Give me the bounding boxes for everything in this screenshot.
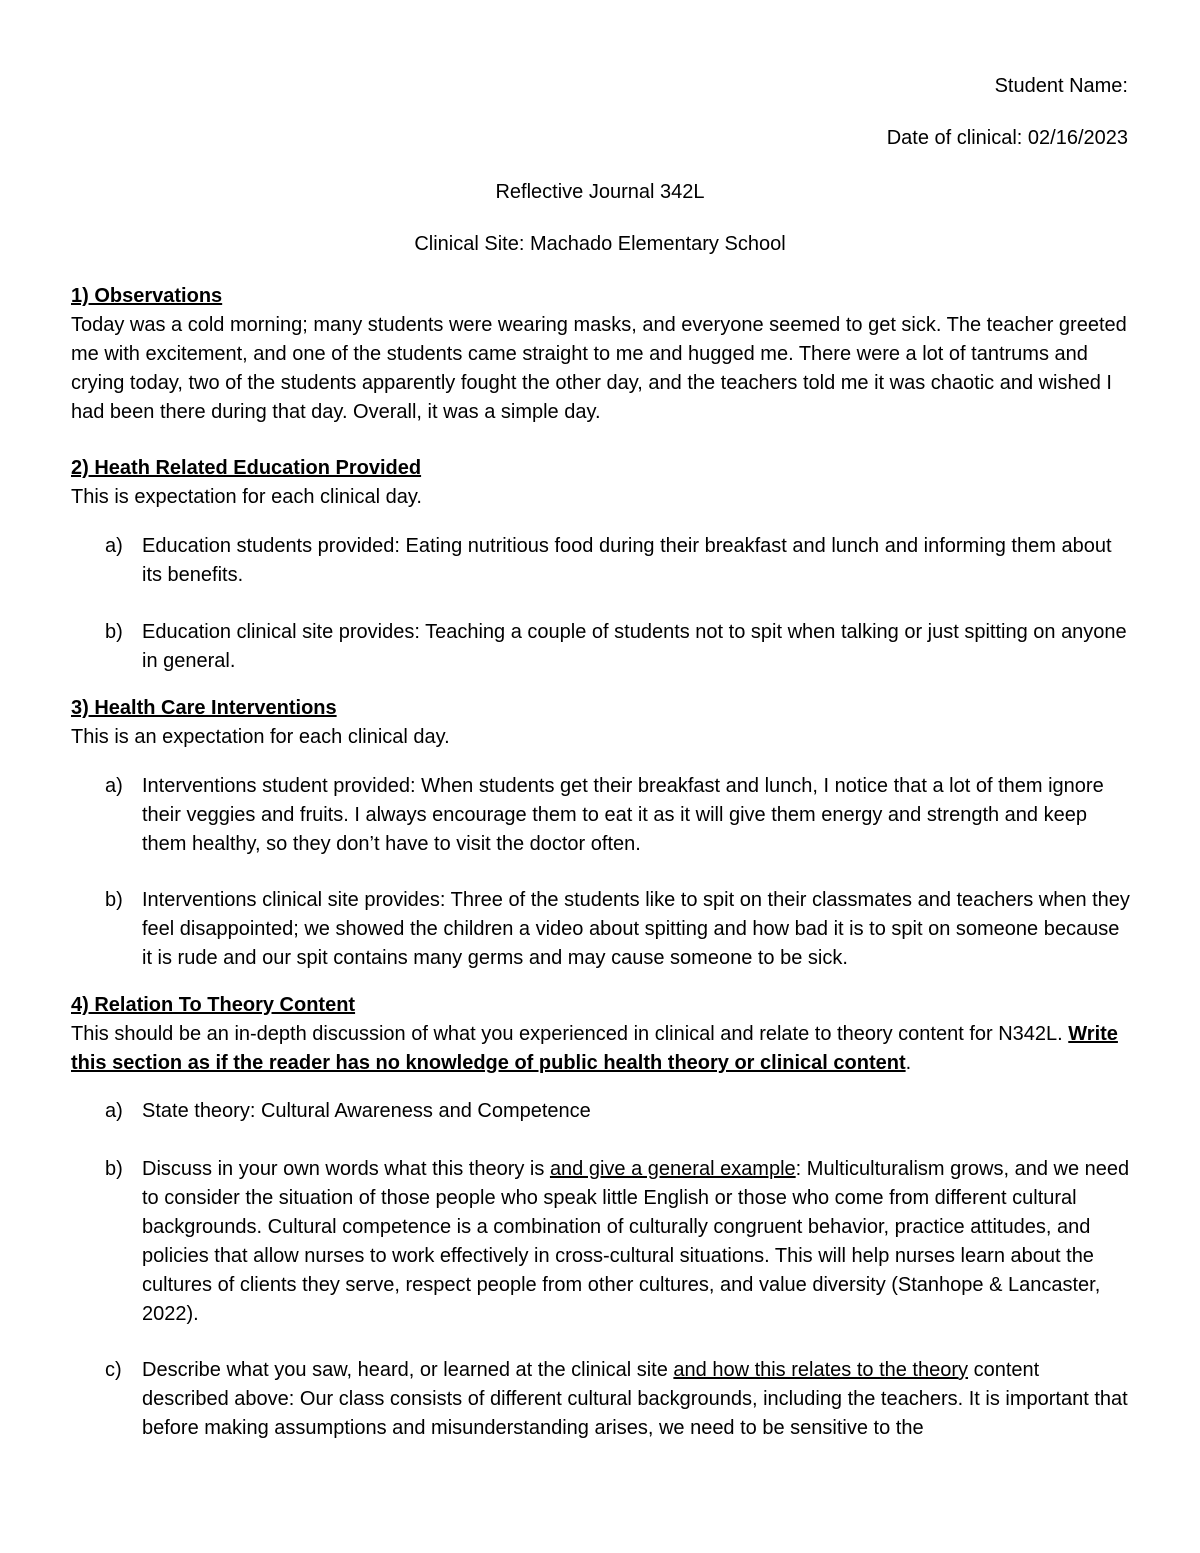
list-item: [71, 1155, 1131, 1329]
section-heading: 4) Relation To Theory Content: [71, 994, 356, 1016]
student-name-label: Student Name:: [994, 75, 1128, 97]
section-intro: This is expectation for each clinical day.: [71, 486, 422, 508]
list-item-text: Education clinical site provides: Teaching a couple of students not to spit when talking or just spitting on anyone in general.: [142, 621, 1127, 672]
list-marker: b): [105, 889, 123, 911]
intro-end: .: [905, 1052, 912, 1074]
section-intro: This is an expectation for each clinical day.: [71, 726, 450, 748]
list-item-text: Interventions student provided: When students get their breakfast and lunch, I notice that a lot of them ignore their veggies and fruits. I always encourage them to eat it as it will give them energy and strength and keep them healthy, so they don’t have to visit the doctor often.: [142, 775, 1104, 855]
list-item: [71, 1356, 1131, 1443]
list-item: [71, 886, 1131, 973]
list-item: [71, 532, 1131, 590]
list-marker: c): [105, 1359, 122, 1381]
list-item-underlined: and give a general example: [549, 1158, 796, 1180]
list-item-prefix: Describe what you saw, heard, or learned at the clinical site: [142, 1359, 674, 1381]
list-item-text: : Multiculturalism grows, and we need to consider the situation of those people who speak little English or those who come from different cultural backgrounds. Cultural competence is a combination of culturally congruent behavior, practice attitudes, and policies that allow nurses to work effectively in cross-cultural situations. This will help nurses learn about the cultures of clients they serve, respect people from other cultures, and value diversity (Stanhope & Lancaster, 2022).: [142, 1158, 1130, 1325]
intro-emphasis: Write this section as if the reader has no knowledge of public health theory or clinical content: [71, 1023, 1118, 1074]
list-item-text: Education students provided: Eating nutritious food during their breakfast and lunch and informing them about its benefits.: [142, 535, 1112, 586]
observations-text: Today was a cold morning; many students were wearing masks, and everyone seemed to get sick. The teacher greeted me with excitement, and one of the students came straight to me and hugged me. There were a lot of tantrums and crying today, two of the students apparently fought the other day, and the teachers told me it was chaotic and wished I had been there during that day. Overall, it was a simple day.: [71, 314, 1127, 423]
document-title: Reflective Journal 342L: [495, 181, 705, 203]
list-item: [71, 618, 1131, 676]
date-of-clinical: Date of clinical: 02/16/2023: [886, 127, 1128, 149]
list-marker: a): [105, 1100, 123, 1122]
list-item-text: State theory: Cultural Awareness and Competence: [142, 1100, 591, 1122]
section-relation-to-theory: [71, 991, 1131, 1078]
section-heading: 3) Health Care Interventions: [71, 697, 337, 719]
section-heading: 1) Observations: [71, 285, 223, 307]
list-marker: a): [105, 535, 123, 557]
list-item-text: Interventions clinical site provides: Three of the students like to spit on their classmates and teachers when they feel disappointed; we showed the children a video about spitting and how bad it is to spit on someone because it is rude and our spit contains many germs and may cause someone to be sick.: [142, 889, 1130, 969]
list-marker: a): [105, 775, 123, 797]
section-health-care-interventions: [71, 694, 1131, 752]
list-item-underlined: and how this relates to the theory: [673, 1359, 969, 1381]
intro-text: This should be an in-depth discussion of what you experienced in clinical and relate to theory content for N342L.: [71, 1023, 1069, 1045]
list-item-prefix: Discuss in your own words what this theory is: [142, 1158, 550, 1180]
section-health-education: [71, 454, 1131, 512]
list-item-text: content described above: Our class consists of different cultural backgrounds, including the teachers. It is important that before making assumptions and misunderstanding arises, we need to be sensitive to the: [142, 1359, 1128, 1439]
section-heading: 2) Heath Related Education Provided: [71, 457, 422, 479]
list-marker: b): [105, 1158, 123, 1180]
section-observations: [71, 282, 1131, 427]
list-marker: b): [105, 621, 123, 643]
list-item: [71, 772, 1131, 859]
section-intro: [71, 1020, 1131, 1078]
clinical-site: Clinical Site: Machado Elementary School: [414, 233, 786, 255]
list-item: [71, 1097, 1131, 1126]
